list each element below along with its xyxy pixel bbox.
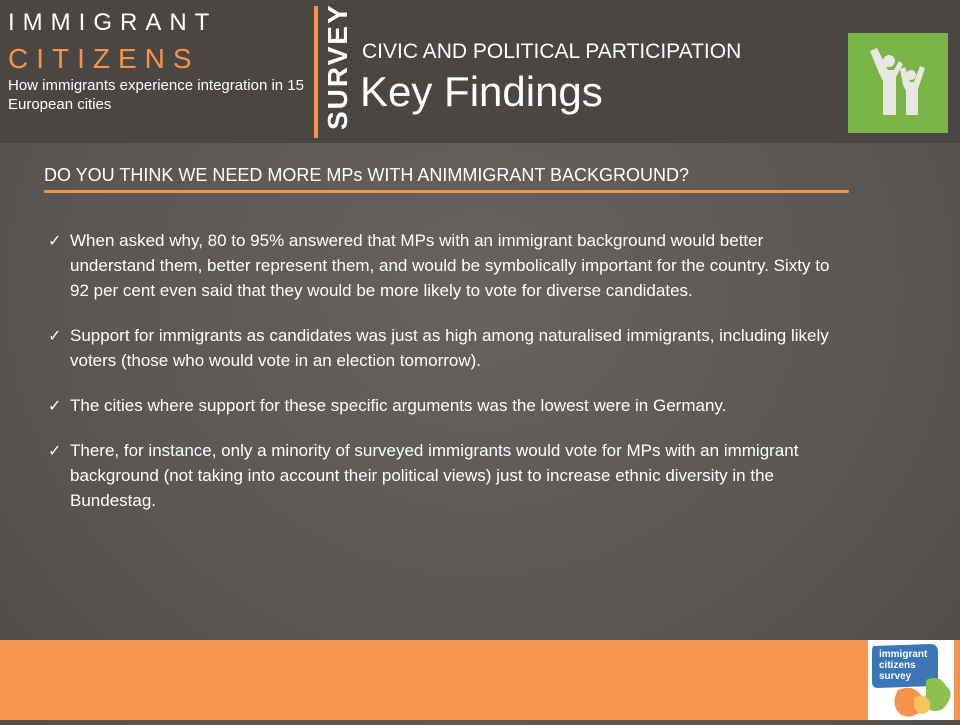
brand-block bbox=[8, 10, 308, 114]
check-icon: ✓ bbox=[48, 396, 62, 415]
list-item bbox=[48, 438, 838, 513]
logo-text-line1: immigrant bbox=[879, 649, 928, 660]
header bbox=[0, 0, 960, 143]
check-icon: ✓ bbox=[48, 231, 62, 250]
brand-title-line1: IMMIGRANT bbox=[8, 9, 218, 36]
survey-vertical-label: SURVEY bbox=[322, 3, 353, 130]
page-title: Key Findings bbox=[360, 68, 603, 115]
list-item bbox=[48, 323, 838, 373]
check-icon: ✓ bbox=[48, 326, 62, 345]
brand-subtitle: How immigrants experience integration in 15 European cities bbox=[8, 77, 304, 113]
survey-logo bbox=[868, 640, 954, 720]
logo-text-line2: citizens bbox=[879, 660, 916, 671]
findings-list bbox=[48, 228, 838, 533]
logo-text-line3: survey bbox=[879, 671, 912, 682]
brand-title-line2: CITIZENS bbox=[8, 43, 200, 74]
footer-bar bbox=[0, 640, 960, 720]
finding-text: Support for immigrants as candidates was just as high among naturalised immigrants, including likely voters (those who would vote in an election tomorrow). bbox=[70, 326, 829, 370]
list-item bbox=[48, 228, 838, 303]
header-divider bbox=[314, 6, 318, 138]
finding-text: The cities where support for these specific arguments was the lowest were in Germany. bbox=[70, 396, 727, 415]
list-item bbox=[48, 393, 838, 418]
finding-text: There, for instance, only a minority of surveyed immigrants would vote for MPs with an immigrant background (not taking into account their political views) just to increase ethnic diversity in the Bundestag. bbox=[70, 441, 799, 510]
people-icon bbox=[848, 33, 948, 133]
section-title: CIVIC AND POLITICAL PARTICIPATION bbox=[362, 40, 742, 63]
check-icon: ✓ bbox=[48, 441, 62, 460]
finding-text: When asked why, 80 to 95% answered that MPs with an immigrant background would better understand them, better represent them, and would be symbolically important for the country. Sixty to 92 per cent even said that they would be more likely to vote for diverse candidates. bbox=[70, 231, 830, 300]
question-underline bbox=[44, 190, 849, 193]
question-heading: DO YOU THINK WE NEED MORE MPs WITH ANIMMIGRANT BACKGROUND? bbox=[44, 165, 690, 185]
